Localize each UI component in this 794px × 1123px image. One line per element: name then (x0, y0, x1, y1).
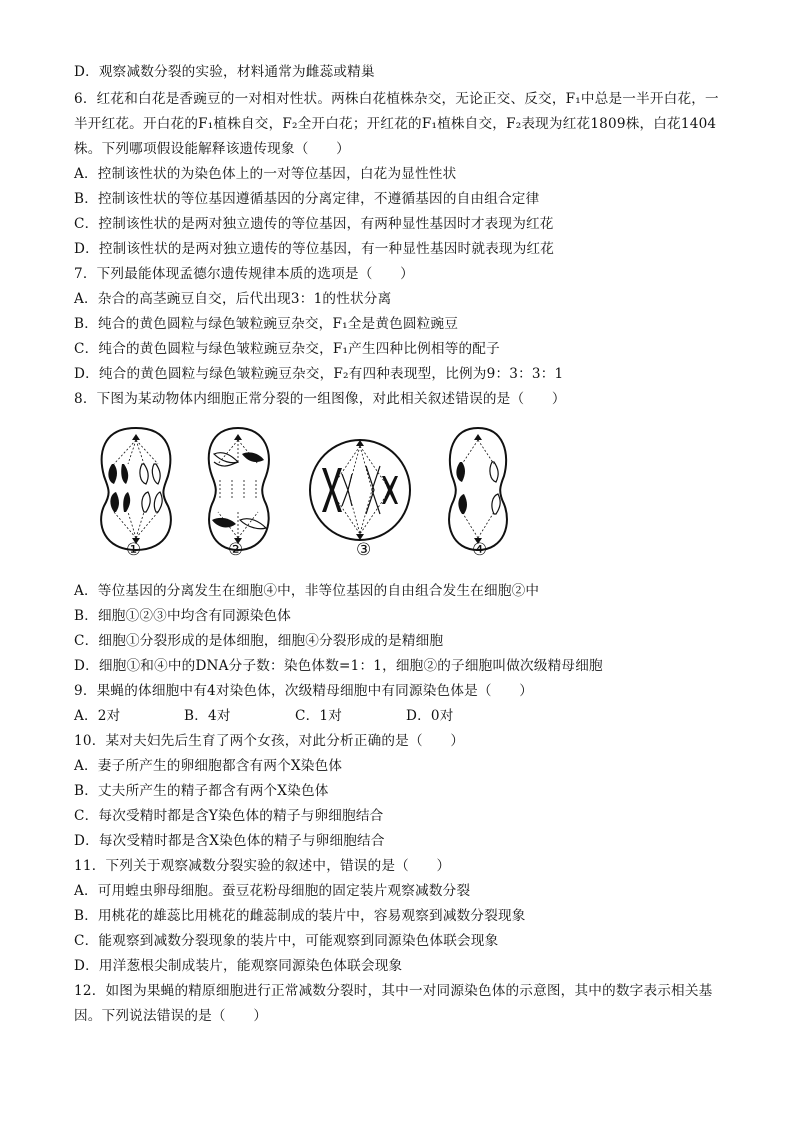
cell-1-diagram (101, 428, 171, 550)
q6-option-a: A．控制该性状的为染色体上的一对等位基因，白花为显性性状 (74, 166, 457, 182)
q12-stem-line1: 12．如图为果蝇的精原细胞进行正常减数分裂时，其中一对同源染色体的示意图，其中的数字表示相关基 (74, 983, 713, 999)
q7-option-d: D．纯合的黄色圆粒与绿色皱粒豌豆杂交，F₂有四种表现型，比例为9：3：3：1 (74, 366, 564, 382)
q6-stem-line2: 半开红花。开白花的F₁植株自交，F₂全开白花；开红花的F₁植株自交，F₂表现为红花1809株，白花1404 (74, 116, 717, 132)
q11-option-a: A．可用蝗虫卵母细胞。蚕豆花粉母细胞的固定装片观察减数分裂 (74, 883, 471, 899)
q6-option-d: D．控制该性状的是两对独立遗传的等位基因，有一种显性基因时就表现为红花 (74, 241, 555, 257)
figure-label-1: ① (126, 540, 142, 560)
q8-stem: 8．下图为某动物体内细胞正常分裂的一组图像，对此相关叙述错误的是（ ） (74, 391, 566, 407)
q8-option-c: C．细胞①分裂形成的是体细胞，细胞④分裂形成的是精细胞 (74, 633, 444, 649)
q11-option-d: D．用洋葱根尖制成装片，能观察同源染色体联会现象 (74, 958, 403, 974)
cell-2-diagram (209, 428, 269, 550)
q9-option-a: A．2对 (74, 708, 121, 724)
q6-option-b: B．控制该性状的等位基因遵循基因的分离定律，不遵循基因的自由组合定律 (74, 191, 540, 207)
q12-stem-line2: 因。下列说法错误的是（ ） (74, 1008, 268, 1024)
q9-option-b: B．4对 (184, 708, 231, 724)
q8-option-a: A．等位基因的分离发生在细胞④中，非等位基因的自由组合发生在细胞②中 (74, 583, 540, 599)
figure-label-2: ② (228, 540, 244, 560)
q8-option-b: B．细胞①②③中均含有同源染色体 (74, 608, 292, 624)
q5-option-d: D．观察减数分裂的实验，材料通常为雌蕊或精巢 (74, 64, 375, 80)
cell-3-diagram (310, 440, 410, 540)
q6-stem-line1: 6．红花和白花是香豌豆的一对相对性状。两株白花植株杂交，无论正交、反交，F₁中总是一半开白花，一 (74, 91, 719, 107)
q9-stem: 9．果蝇的体细胞中有4对染色体，次级精母细胞中有同源染色体是（ ） (74, 683, 534, 699)
q9-option-d: D．0对 (406, 708, 454, 724)
q6-stem-line3: 株。下列哪项假设能解释该遗传现象（ ） (74, 141, 350, 157)
q11-stem: 11．下列关于观察减数分裂实验的叙述中，错误的是（ ） (74, 858, 451, 874)
q10-stem: 10．某对夫妇先后生育了两个女孩，对此分析正确的是（ ） (74, 733, 465, 749)
q8-option-d: D．细胞①和④中的DNA分子数：染色体数=1：1，细胞②的子细胞叫做次级精母细胞 (74, 658, 603, 674)
q6-option-c: C．控制该性状的是两对独立遗传的等位基因，有两种显性基因时才表现为红花 (74, 216, 554, 232)
q10-option-d: D．每次受精时都是含X染色体的精子与卵细胞结合 (74, 833, 385, 849)
q10-option-c: C．每次受精时都是含Y染色体的精子与卵细胞结合 (74, 808, 384, 824)
q10-option-a: A．妻子所产生的卵细胞都含有两个X染色体 (74, 758, 343, 774)
q9-option-c: C．1对 (295, 708, 343, 724)
q7-stem: 7．下列最能体现孟德尔遗传规律本质的选项是（ ） (74, 266, 414, 282)
cell-4-diagram (449, 428, 507, 550)
figure-label-3: ③ (356, 540, 372, 560)
q10-option-b: B．丈夫所产生的精子都含有两个X染色体 (74, 783, 329, 799)
q7-option-a: A．杂合的高茎豌豆自交，后代出现3：1的性状分离 (74, 291, 392, 307)
q11-option-c: C．能观察到减数分裂现象的装片中，可能观察到同源染色体联会现象 (74, 933, 499, 949)
q7-option-c: C．纯合的黄色圆粒与绿色皱粒豌豆杂交，F₁产生四种比例相等的配子 (74, 341, 500, 357)
q11-option-b: B．用桃花的雄蕊比用桃花的雌蕊制成的装片中，容易观察到减数分裂现象 (74, 908, 526, 924)
figure-label-4: ④ (472, 540, 488, 560)
q7-option-b: B．纯合的黄色圆粒与绿色皱粒豌豆杂交，F₁全是黄色圆粒豌豆 (74, 316, 459, 332)
cell-division-figure (92, 424, 532, 564)
q9-options (74, 706, 454, 726)
